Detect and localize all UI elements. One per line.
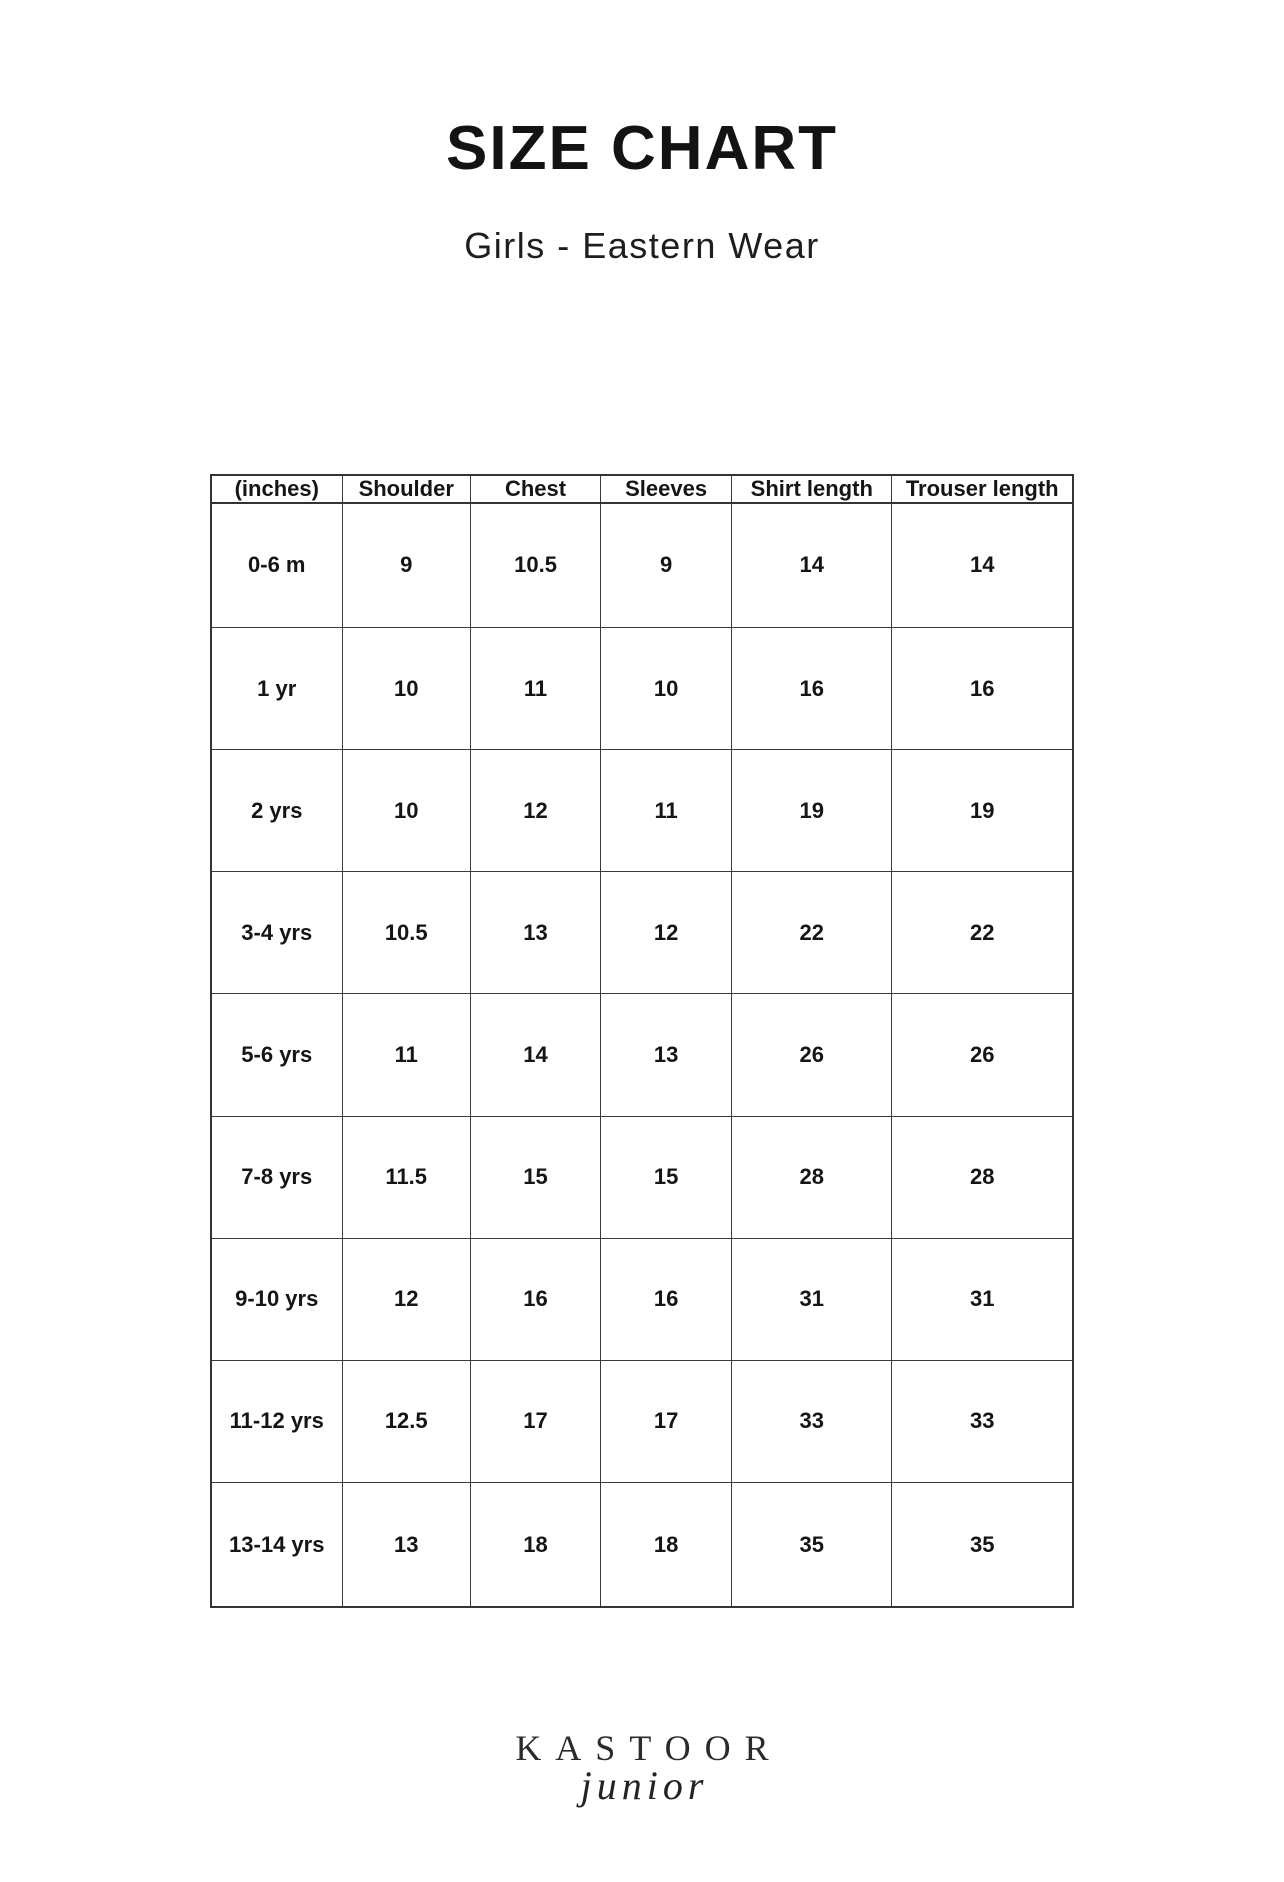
table-cell: 10.5	[470, 503, 600, 627]
table-cell: 12	[601, 872, 732, 994]
column-header: Chest	[470, 475, 600, 503]
table-cell: 9	[601, 503, 732, 627]
column-header-unit: (inches)	[211, 475, 342, 503]
table-cell: 12	[470, 750, 600, 872]
table-cell: 28	[732, 1116, 892, 1238]
row-label: 13-14 yrs	[211, 1483, 342, 1607]
row-label: 11-12 yrs	[211, 1360, 342, 1482]
table-body	[211, 503, 1073, 1607]
page-subtitle: Girls - Eastern Wear	[464, 225, 820, 266]
table-cell: 11	[342, 994, 470, 1116]
table-cell: 28	[892, 1116, 1073, 1238]
table-cell: 10.5	[342, 872, 470, 994]
brand-name: KASTOOR	[515, 1728, 783, 1768]
row-label: 7-8 yrs	[211, 1116, 342, 1238]
table-cell: 16	[601, 1238, 732, 1360]
table-cell: 14	[892, 503, 1073, 627]
table-cell: 10	[601, 627, 732, 749]
table-cell: 14	[732, 503, 892, 627]
table-cell: 15	[470, 1116, 600, 1238]
table-row	[211, 994, 1073, 1116]
table-cell: 26	[892, 994, 1073, 1116]
table-row	[211, 627, 1073, 749]
header-row	[211, 475, 1073, 503]
brand-logo	[0, 1730, 1284, 1808]
table-cell: 11	[470, 627, 600, 749]
table-cell: 16	[892, 627, 1073, 749]
table-cell: 11	[601, 750, 732, 872]
table-cell: 18	[601, 1483, 732, 1607]
table-cell: 17	[601, 1360, 732, 1482]
table-cell: 13	[342, 1483, 470, 1607]
table-cell: 22	[892, 872, 1073, 994]
table-cell: 15	[601, 1116, 732, 1238]
table-row	[211, 750, 1073, 872]
row-label: 0-6 m	[211, 503, 342, 627]
brand-subname: junior	[580, 1763, 709, 1808]
column-header: Trouser length	[892, 475, 1073, 503]
column-header: Shoulder	[342, 475, 470, 503]
table-cell: 9	[342, 503, 470, 627]
table-cell: 10	[342, 750, 470, 872]
table-row	[211, 1483, 1073, 1607]
table-cell: 10	[342, 627, 470, 749]
table-cell: 16	[732, 627, 892, 749]
table-cell: 33	[732, 1360, 892, 1482]
table-row	[211, 872, 1073, 994]
column-header: Shirt length	[732, 475, 892, 503]
table-cell: 31	[732, 1238, 892, 1360]
table-cell: 33	[892, 1360, 1073, 1482]
row-label: 1 yr	[211, 627, 342, 749]
table-cell: 12	[342, 1238, 470, 1360]
table-row	[211, 1238, 1073, 1360]
table-row	[211, 1116, 1073, 1238]
table-cell: 18	[470, 1483, 600, 1607]
row-label: 9-10 yrs	[211, 1238, 342, 1360]
table-row	[211, 503, 1073, 627]
table-header	[211, 475, 1073, 503]
row-label: 2 yrs	[211, 750, 342, 872]
row-label: 5-6 yrs	[211, 994, 342, 1116]
table-cell: 13	[470, 872, 600, 994]
table-cell: 14	[470, 994, 600, 1116]
table-cell: 16	[470, 1238, 600, 1360]
table-cell: 35	[732, 1483, 892, 1607]
table-cell: 13	[601, 994, 732, 1116]
table-cell: 26	[732, 994, 892, 1116]
table-cell: 22	[732, 872, 892, 994]
page-title: SIZE CHART	[446, 114, 838, 183]
table-cell: 19	[892, 750, 1073, 872]
table-row	[211, 1360, 1073, 1482]
column-header: Sleeves	[601, 475, 732, 503]
table-cell: 17	[470, 1360, 600, 1482]
table-cell: 19	[732, 750, 892, 872]
table-cell: 31	[892, 1238, 1073, 1360]
table-cell: 12.5	[342, 1360, 470, 1482]
row-label: 3-4 yrs	[211, 872, 342, 994]
table-cell: 11.5	[342, 1116, 470, 1238]
table-cell: 35	[892, 1483, 1073, 1607]
size-table	[210, 474, 1074, 1608]
